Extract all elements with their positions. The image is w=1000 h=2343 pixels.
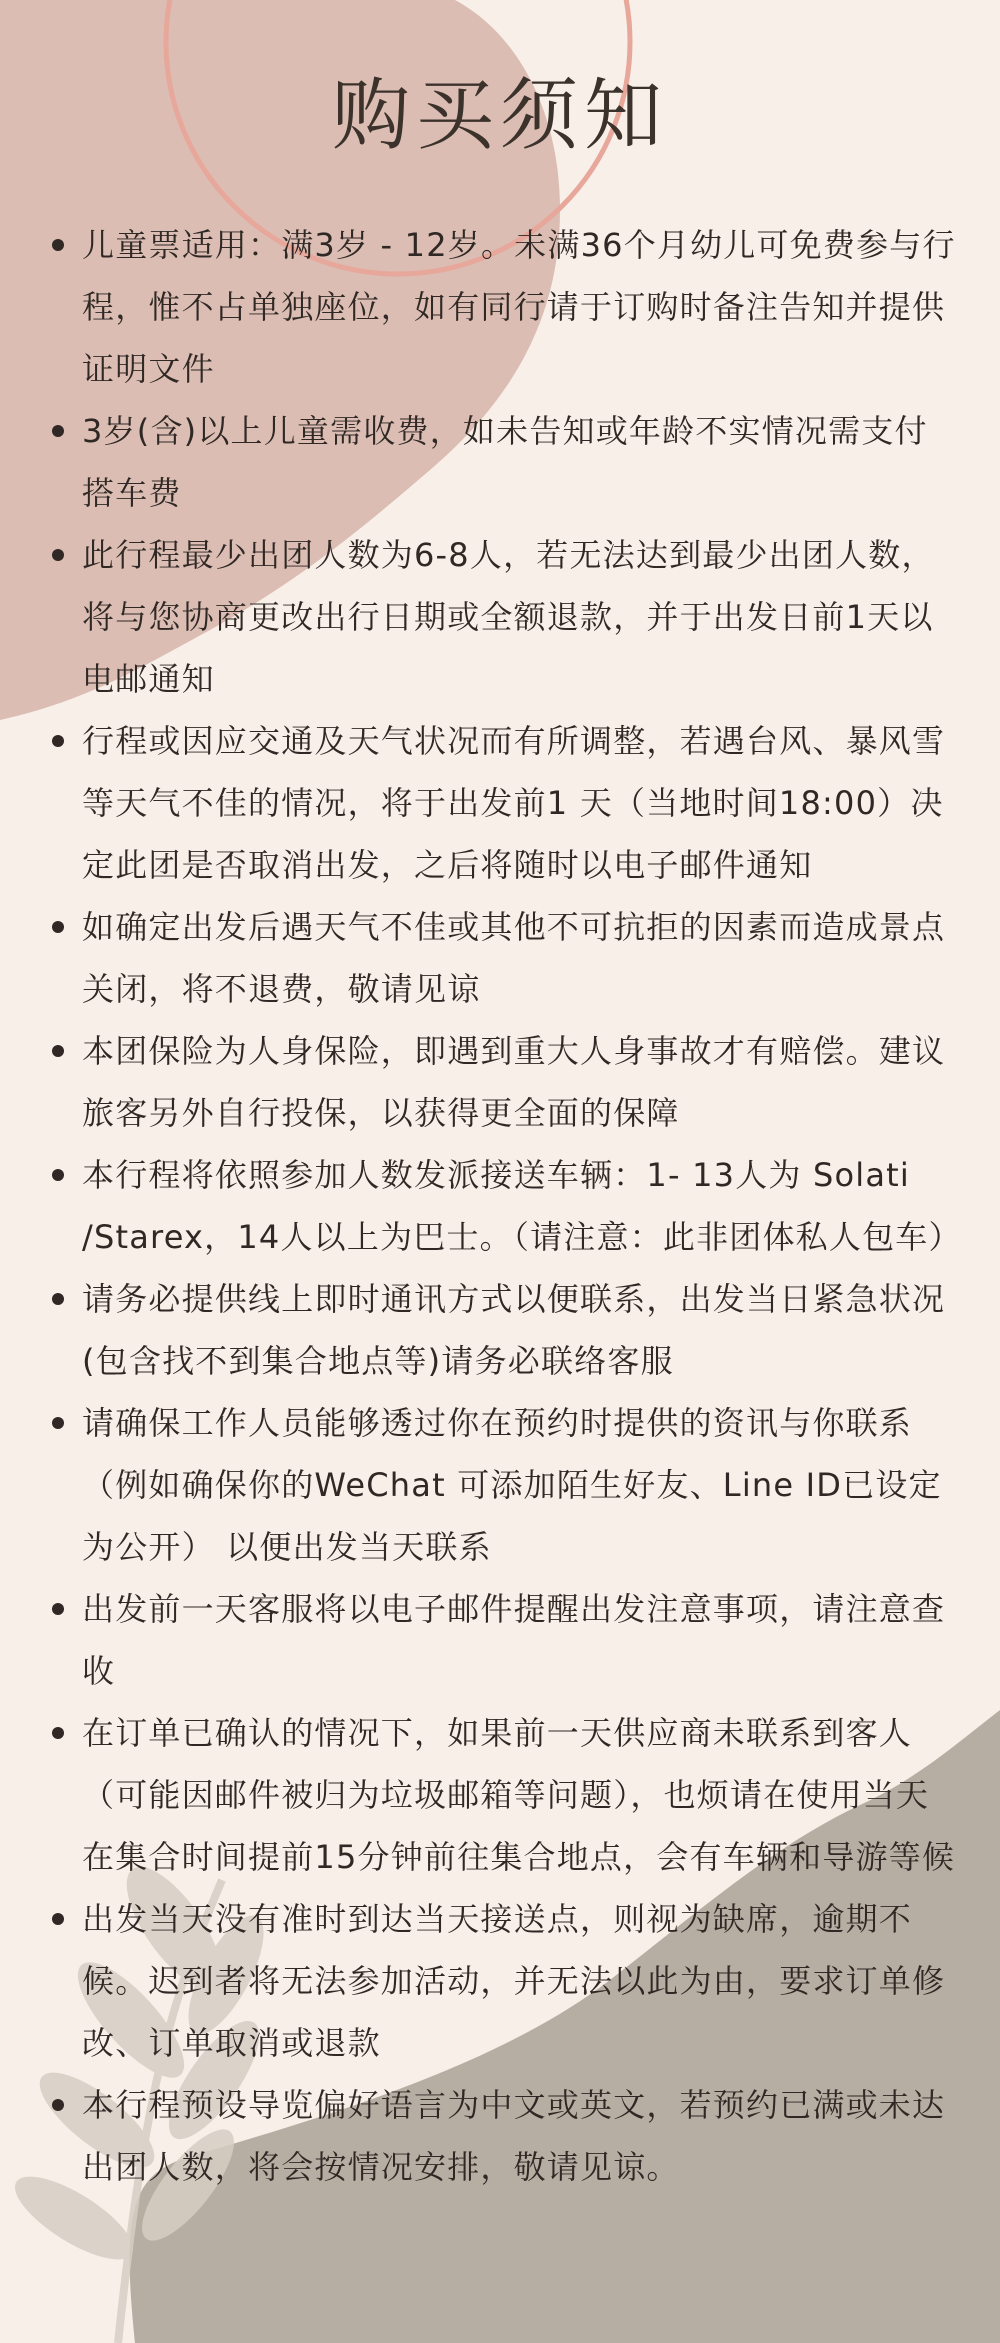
notice-item-10 — [0, 1578, 1000, 1702]
notice-text: 出发当天没有准时到达当天接送点，则视为缺席，逾期不候。迟到者将无法参加活动，并无法以此为由，要求订单修改、订单取消或退款 — [82, 1900, 946, 2062]
notice-item-1 — [0, 214, 1000, 400]
notice-text: 在订单已确认的情况下，如果前一天供应商未联系到客人（可能因邮件被归为垃圾邮箱等问题），也烦请在使用当天在集合时间提前15分钟前往集合地点，会有车辆和导游等候 — [82, 1714, 956, 1876]
notice-text: 请确保工作人员能够透过你在预约时提供的资讯与你联系（例如确保你的WeChat 可添加陌生好友、Line ID已设定为公开） 以便出发当天联系 — [82, 1404, 942, 1566]
notice-item-4 — [0, 710, 1000, 896]
notice-text: 出发前一天客服将以电子邮件提醒出发注意事项，请注意查收 — [82, 1590, 946, 1690]
notice-item-6 — [0, 1020, 1000, 1144]
notice-text: 行程或因应交通及天气状况而有所调整，若遇台风、暴风雪等天气不佳的情况，将于出发前1 天（当地时间18:00）决定此团是否取消出发，之后将随时以电子邮件通知 — [82, 722, 946, 884]
bullet-dot — [52, 1417, 64, 1429]
notice-text: 儿童票适用：满3岁 - 12岁。未满36个月幼儿可免费参与行程，惟不占单独座位，如有同行请于订购时备注告知并提供证明文件 — [82, 226, 956, 388]
notice-item-5 — [0, 896, 1000, 1020]
notice-item-9 — [0, 1392, 1000, 1578]
bullet-dot — [52, 2099, 64, 2111]
notice-text: 此行程最少出团人数为6-8人，若无法达到最少出团人数，将与您协商更改出行日期或全额退款，并于出发日前1天以电邮通知 — [82, 536, 935, 698]
bullet-dot — [52, 1169, 64, 1181]
bullet-dot — [52, 1727, 64, 1739]
bullet-dot — [52, 1293, 64, 1305]
notice-text: 本行程将依照参加人数发派接送车辆：1- 13人为 Solati /Starex，14人以上为巴士。（请注意：此非团体私人包车） — [82, 1156, 962, 1256]
notice-item-7 — [0, 1144, 1000, 1268]
bullet-dot — [52, 1603, 64, 1615]
notice-text: 本行程预设导览偏好语言为中文或英文，若预约已满或未达出团人数，将会按情况安排，敬请见谅。 — [82, 2086, 946, 2186]
bullet-dot — [52, 239, 64, 251]
notice-text: 如确定出发后遇天气不佳或其他不可抗拒的因素而造成景点关闭，将不退费，敬请见谅 — [82, 908, 946, 1008]
notice-item-13 — [0, 2074, 1000, 2198]
notice-item-8 — [0, 1268, 1000, 1392]
bullet-dot — [52, 425, 64, 437]
bullet-dot — [52, 1913, 64, 1925]
notice-item-3 — [0, 524, 1000, 710]
page-title: 购买须知 — [331, 71, 668, 161]
bullet-dot — [52, 921, 64, 933]
bullet-dot — [52, 735, 64, 747]
bullet-dot — [52, 1045, 64, 1057]
notice-item-12 — [0, 1888, 1000, 2074]
notice-text: 请务必提供线上即时通讯方式以便联系，出发当日紧急状况(包含找不到集合地点等)请务必联络客服 — [82, 1280, 946, 1380]
notice-text: 本团保险为人身保险，即遇到重大人身事故才有赔偿。建议旅客另外自行投保，以获得更全面的保障 — [82, 1032, 946, 1132]
notice-item-11 — [0, 1702, 1000, 1888]
notice-item-2 — [0, 400, 1000, 524]
notice-text: 3岁(含)以上儿童需收费，如未告知或年龄不实情况需支付搭车费 — [82, 412, 928, 512]
purchase-notice-list — [0, 214, 1000, 2198]
bullet-dot — [52, 549, 64, 561]
